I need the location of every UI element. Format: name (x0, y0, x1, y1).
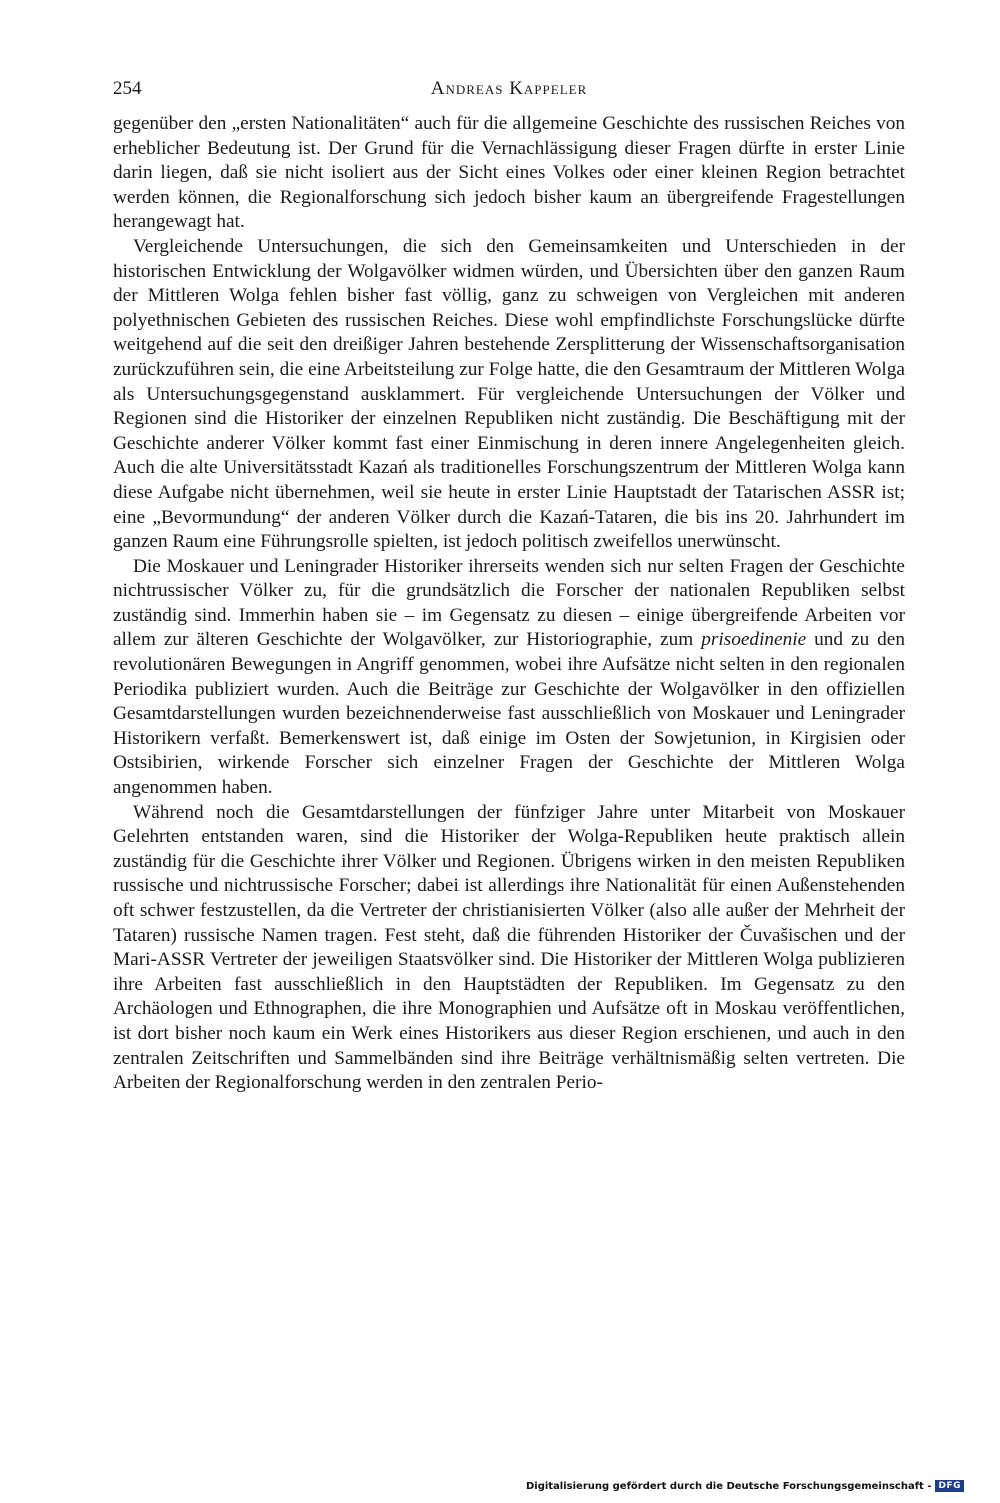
paragraph-4: Während noch die Gesamtdarstellungen der fünfziger Jahre unter Mitarbeit von Moskauer Gelehrten entstanden waren, sind die Historiker der Wolga-Republiken heute praktisch allein zuständig für die Geschichte ihrer Völker und Regionen. Übrigens wirken in den meisten Republiken russische und nichtrussische Forscher; dabei ist allerdings ihre Nationalität für einen Außenstehenden oft schwer festzustellen, da die Vertreter der christianisierten Völker (also alle außer der Mehrheit der Tataren) russische Namen tragen. Fest steht, daß die führenden Historiker der Čuvašischen und der Mari-ASSR Vertreter der jeweiligen Staatsvölker sind. Die Historiker der Mittleren Wolga publizieren ihre Arbeiten fast ausschließlich in den Hauptstädten der Republiken. Im Gegensatz zu den Archäologen und Ethnographen, die ihre Monographien und Aufsätze oft in Moskau veröffentlichen, ist dort bisher noch kaum ein Werk eines Historikers aus dieser Region erschienen, und auch in den zentralen Zeitschriften und Sammelbänden sind ihre Beiträge verhältnismäßig selten vertreten. Die Arbeiten der Regionalforschung werden in den zentralen Perio- (113, 801, 905, 1094)
paragraph-2: Vergleichende Untersuchungen, die sich den Gemeinsamkeiten und Unterschieden in der historischen Entwicklung der Wolgavölker widmen würden, und Übersichten über den ganzen Raum der Mittleren Wolga fehlen bisher fast völlig, ganz zu schweigen von Vergleichen mit anderen polyethnischen Gebieten des russischen Reiches. Diese wohl empfindlichste Forschungslücke dürfte weitgehend auf die seit den dreißiger Jahren bestehende Zersplitterung der Wissenschaftsorganisation zurückzuführen sein, die eine Arbeitsteilung zur Folge hatte, die den Gesamtraum der Mittleren Wolga als Untersuchungsgegenstand ausklammert. Für vergleichende Untersuchungen der Völker und Regionen sind die Historiker der einzelnen Republiken nicht zuständig. Die Beschäftigung mit der Geschichte anderer Völker kommt fast einer Einmischung in deren innere Angelegenheiten gleich. Auch die alte Universitätsstadt Kazań als traditionelles Forschungszentrum der Mittleren Wolga kann diese Aufgabe nicht übernehmen, weil sie heute in erster Linie Hauptstadt der Tatarischen ASSR ist; eine „Bevormundung“ der anderen Völker durch die Kazań-Tataren, die bis ins 20. Jahrhundert im ganzen Raum eine Führungsrolle spielten, ist jedoch politisch zweifellos unerwünscht. (113, 235, 905, 553)
page-number: 254 (113, 78, 142, 99)
paragraph-3 (113, 555, 905, 801)
body-text (113, 112, 905, 1096)
paragraph-3-part-2: und zu den revolutionären Bewegungen in Angriff genommen, wobei ihre Aufsätze nicht selten in den regionalen Periodika publiziert wurden. Auch die Beiträge zur Geschichte der Wolgavölker in den offiziellen Gesamtdarstellungen wurden bezeichnenderweise fast ausschließlich von Moskauer und Leningrader Historikern verfaßt. Bemerkenswert ist, daß einige im Osten der Sowjetunion, in Kirgisien oder Ostsibirien, wirkende Forscher sich einzelner Fragen der Geschichte der Mittleren Wolga angenommen haben. (113, 629, 906, 799)
running-head: Andreas Kappeler (430, 78, 588, 99)
paragraph-1: gegenüber den „ersten Nationalitäten“ auch für die allgemeine Geschichte des russischen Reiches von erheblicher Bedeutung ist. Der Grund für die Vernachlässigung dieser Fragen dürfte in erster Linie darin liegen, daß sie nicht isoliert aus der Sicht eines Volkes oder einer kleinen Region betrachtet werden können, die Regionalforschung sich jedoch bisher kaum an übergreifende Fragestellungen herangewagt hat. (113, 113, 905, 233)
digitization-footer (526, 1480, 964, 1492)
paragraph-3-part-1: Die Moskauer und Leningrader Historiker ihrerseits wenden sich nur selten Fragen der Geschichte nichtrussischer Völker zu, für die grundsätzlich die Forscher der nationalen Republiken selbst zuständig sind. Immerhin haben sie – im Gegensatz zu diesen – einige übergreifende Arbeiten vor allem zur älteren Geschichte der Wolgavölker, zur Historiographie, zum (113, 555, 905, 651)
page-header (113, 74, 905, 104)
italic-term: prisoedinenie (701, 629, 807, 651)
digitization-note: Digitalisierung gefördert durch die Deutsche Forschungsgemeinschaft - (525, 1480, 932, 1492)
dfg-logo: DFG (935, 1480, 964, 1492)
